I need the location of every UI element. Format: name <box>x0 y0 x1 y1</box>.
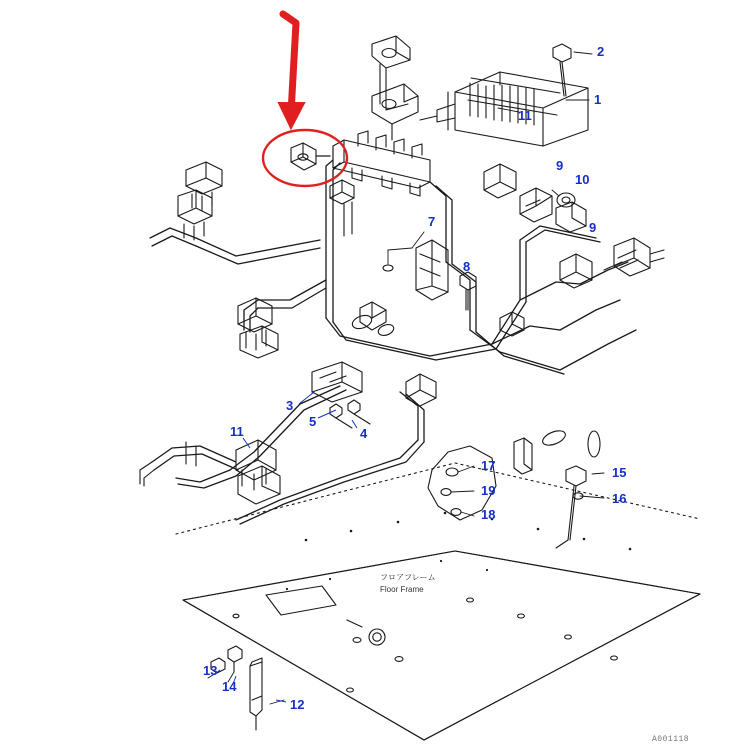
part-12-13-14-assembly <box>208 646 284 730</box>
callout-17: 17 <box>481 458 496 473</box>
callout-3: 3 <box>286 398 294 413</box>
harness-tubes <box>150 156 636 524</box>
callout-18: 18 <box>481 507 496 522</box>
part-11-lower-block <box>140 440 280 504</box>
inline-sensors <box>330 180 524 406</box>
part-9-10-brackets <box>484 164 586 232</box>
callout-9b: 9 <box>589 220 597 235</box>
left-connector-blocks <box>178 162 222 240</box>
callout-13: 13 <box>203 663 218 678</box>
right-connectors <box>560 238 664 288</box>
callout-19: 19 <box>481 483 496 498</box>
callout-14: 14 <box>222 679 237 694</box>
central-manifold <box>333 131 430 196</box>
callout-15: 15 <box>612 465 627 480</box>
corner-code: A001118 <box>652 735 690 744</box>
upper-deck-dots <box>305 512 632 551</box>
callout-10: 10 <box>575 172 590 187</box>
callout-8: 8 <box>463 259 471 274</box>
callout-1: 1 <box>594 92 602 107</box>
floor-frame-label-jp: フロアフレーム <box>380 573 436 582</box>
part-6-fitting <box>291 143 316 170</box>
callout-11b: 11 <box>230 424 244 439</box>
callout-4: 4 <box>360 426 368 441</box>
callout-11a: 11 <box>518 108 532 123</box>
callout-12: 12 <box>290 697 305 712</box>
heater-unit <box>420 44 588 146</box>
callout-5: 5 <box>309 414 317 429</box>
callout-2: 2 <box>597 44 605 59</box>
callout-7: 7 <box>428 214 436 229</box>
pedal-bracket-assembly <box>372 36 418 140</box>
callout-16: 16 <box>612 491 627 506</box>
part-15-16-assembly <box>514 428 604 548</box>
floor-frame-label-en: Floor Frame <box>380 585 424 594</box>
red-arrow-pointer <box>279 14 304 128</box>
callout-9a: 9 <box>556 158 564 173</box>
